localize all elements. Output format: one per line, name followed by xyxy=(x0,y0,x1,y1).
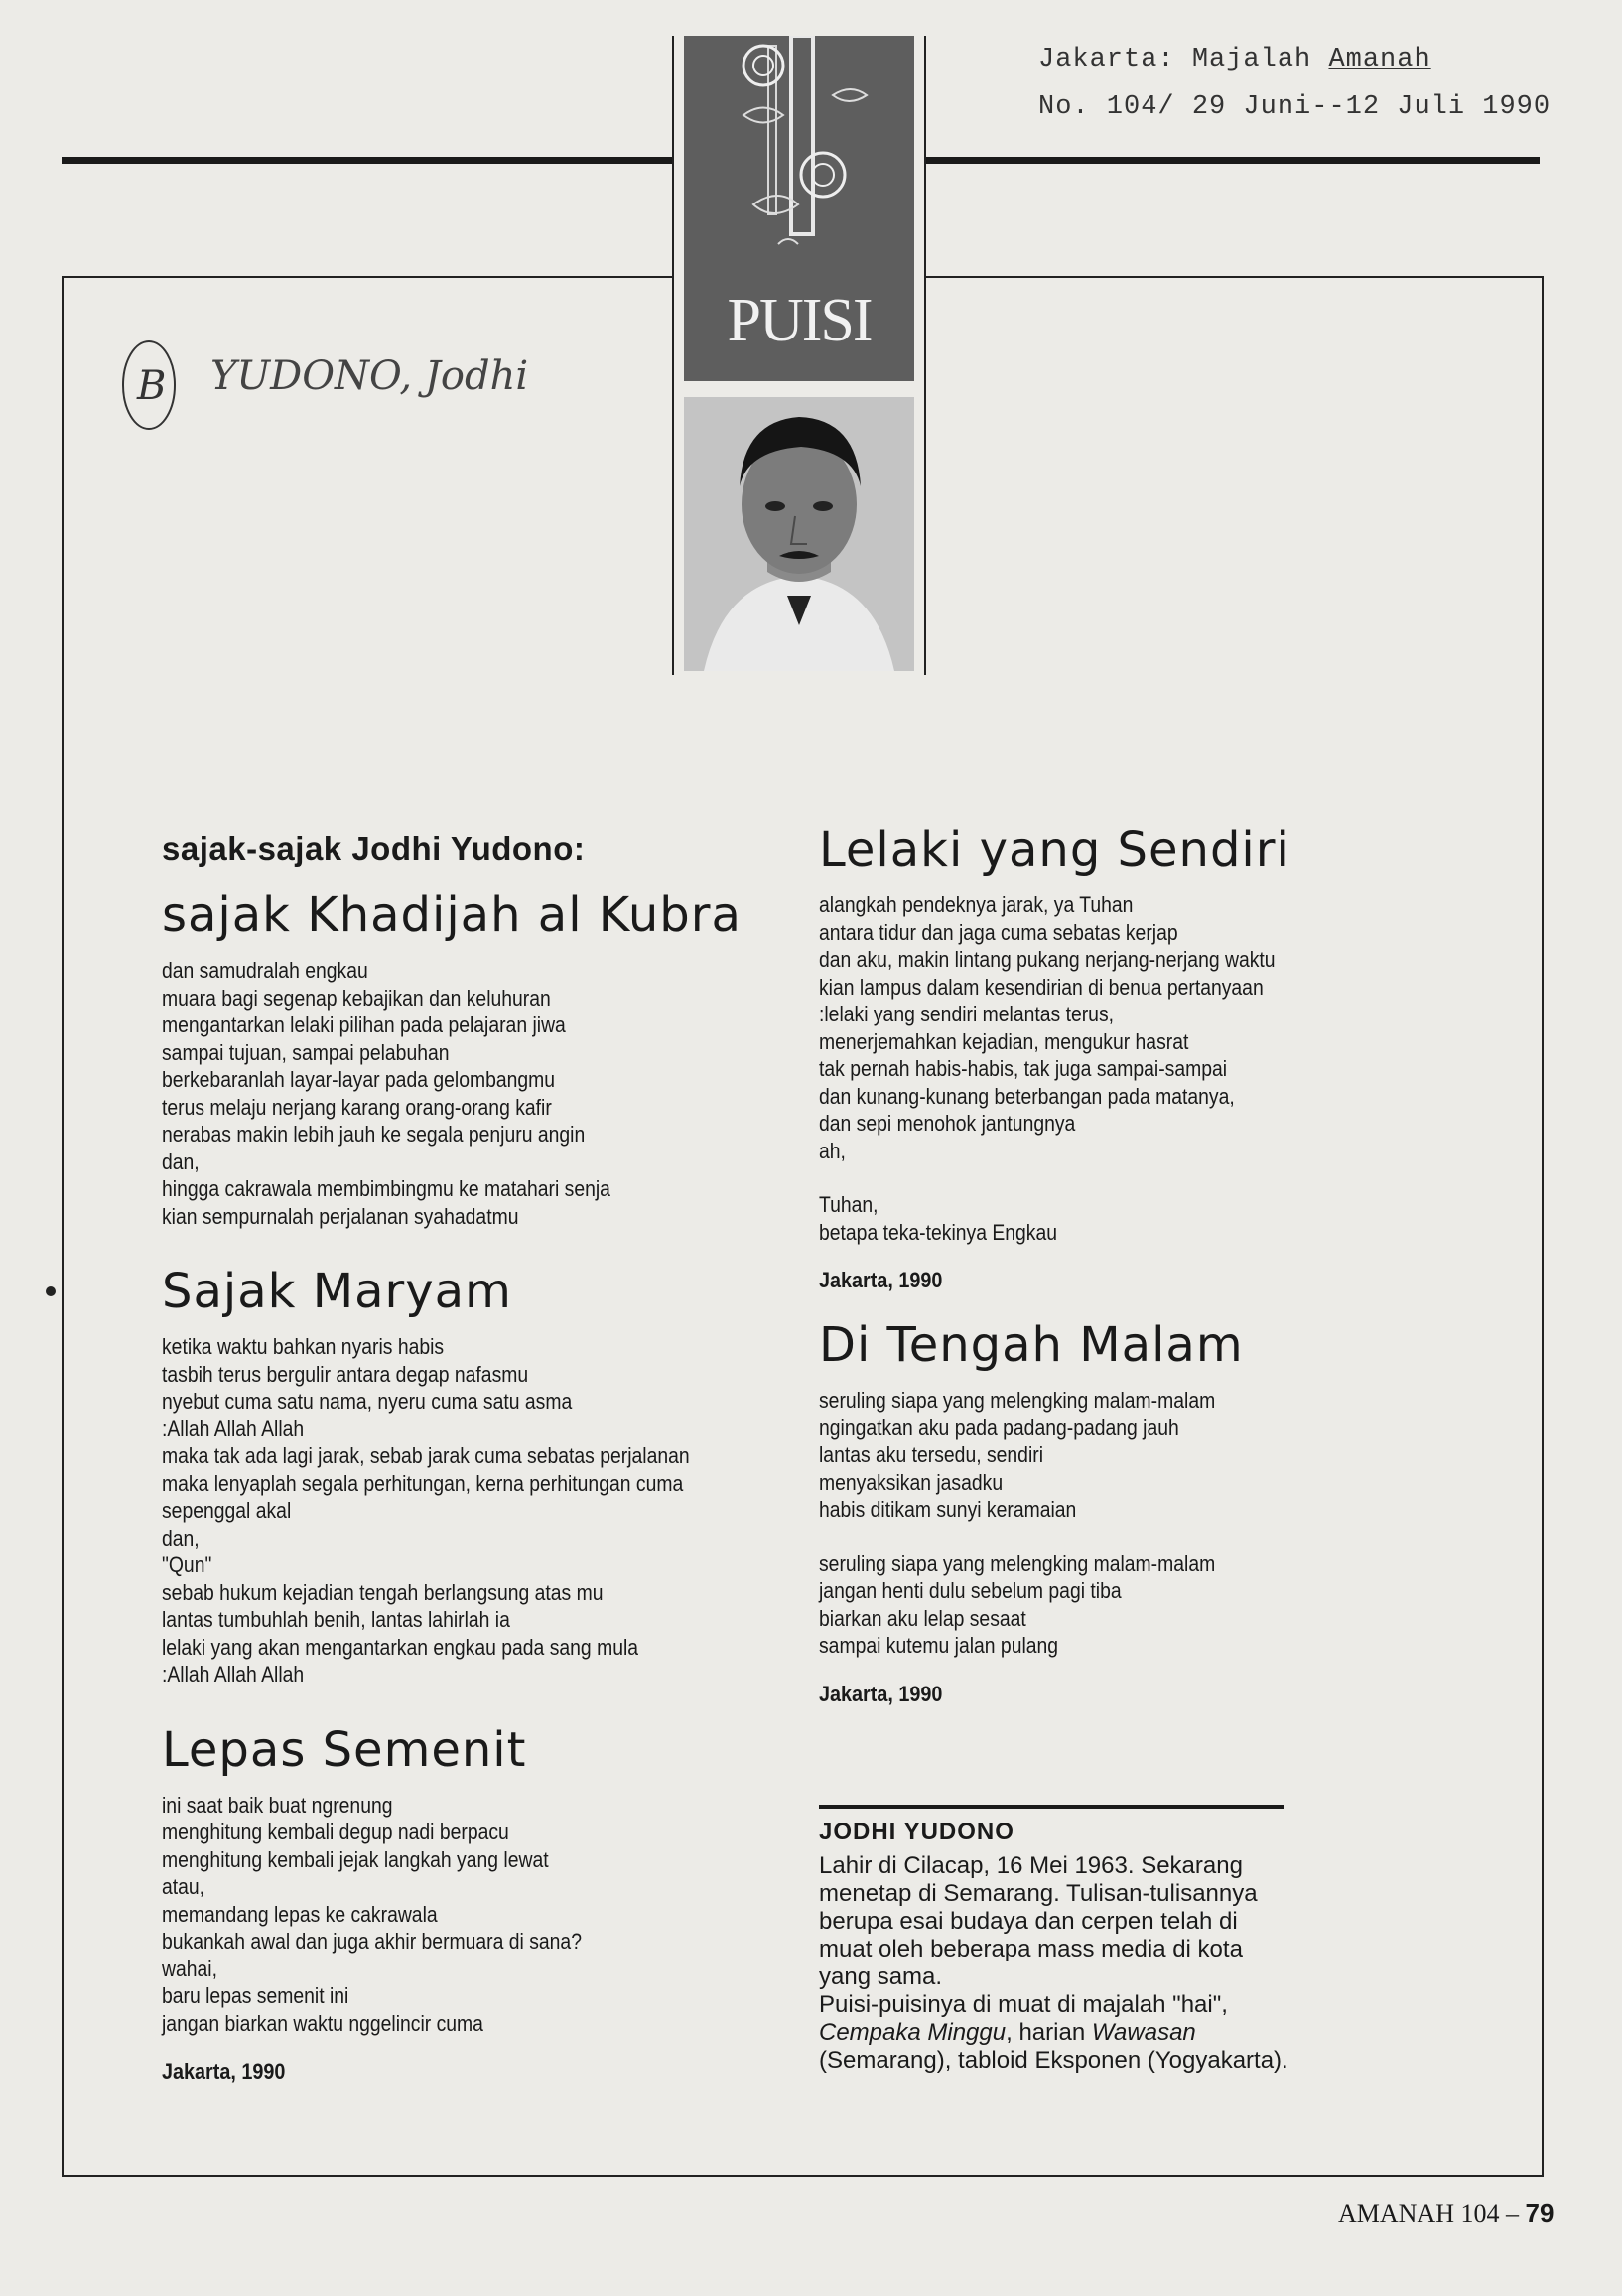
margin-mark xyxy=(46,1286,56,1296)
header-rule-left xyxy=(62,157,672,164)
bio-name: JODHI YUDONO xyxy=(819,1818,1014,1845)
bio-text: Lahir di Cilacap, 16 Mei 1963. Sekarang menetap di Semarang. Tulisan-tulisannya berupa esai budaya dan cerpen telah di muat oleh beberapa mass media di kota yang sama. Puisi-puisinya di muat di majalah "hai", Cempaka Minggu, harian Wawasan (Semarang), tabloid Eksponen (Yogyakarta). xyxy=(819,1851,1288,2074)
header-rule-right xyxy=(922,157,1540,164)
right-column xyxy=(819,822,1375,2075)
left-column xyxy=(162,830,807,2108)
poem-title: Lelaki yang Sendiri xyxy=(819,822,1290,878)
stamp-line-2: No. 104/ 29 Juni--12 Juli 1990 xyxy=(1038,92,1552,122)
note-letter: B xyxy=(137,363,167,409)
poem-body: seruling siapa yang melengking malam-malam ngingatkan aku pada padang-padang jauh lantas aku tersedu, sendiri menyaksikan jasadku habis ditikam sunyi keramaian seruling siapa yang melengking malam-malam jangan henti dulu sebelum pagi tiba biarkan aku lelap sesaat sampai kutemu jalan pulang xyxy=(819,1388,1216,1658)
footer-magazine: AMANAH 104 – xyxy=(1338,2199,1519,2228)
author-photo xyxy=(684,397,914,671)
poem-signature: Jakarta, 1990 xyxy=(819,1268,943,1292)
section-banner xyxy=(684,36,914,381)
poem-body: ketika waktu bahkan nyaris habis tasbih terus bergulir antara degap nafasmu nyebut cuma satu nama, nyeru cuma satu asma :Allah Allah Allah maka tak ada lagi jarak, sebab jarak cuma sebatas perjalanan maka lenyaplah segala perhitungan, kerna perhitungan cuma sepenggal akal dan, "Qun" sebab hukum kejadian tengah berlangsung atas mu lantas tumbuhlah benih, lantas lahirlah ia lelaki yang akan mengantarkan engkau pada sang mula :Allah Allah Allah xyxy=(162,1334,690,1687)
poem-title: Lepas Semenit xyxy=(162,1721,527,1778)
poem-body: ini saat baik buat ngrenung menghitung kembali degup nadi berpacu menghitung kembali jejak langkah yang lewat atau, memandang lepas ke cakrawala bukankah awal dan juga akhir bermuara di sana? wahai, baru lepas semenit ini jangan biarkan waktu nggelincir cuma xyxy=(162,1792,582,2036)
poem-signature: Jakarta, 1990 xyxy=(819,1681,943,1706)
poem-body: dan samudralah engkau muara bagi segenap kebajikan dan keluhuran mengantarkan lelaki pilihan pada pelajaran jiwa sampai tujuan, sampai pelabuhan berkebaranlah layar-layar pada gelombangmu terus melaju nerjang karang orang-orang kafir nerabas makin lebih jauh ke segala penjuru angin dan, hingga cakrawala membimbingmu ke matahari senja kian sempurnalah perjalanan syahadatmu xyxy=(162,958,610,1229)
bio-rule xyxy=(819,1805,1284,1809)
poem-title: Di Tengah Malam xyxy=(819,1317,1244,1373)
header-column xyxy=(672,36,926,675)
poem-title: Sajak Maryam xyxy=(162,1264,512,1319)
archive-stamp xyxy=(1038,36,1551,131)
page-footer xyxy=(1338,2198,1554,2228)
poem-signature: Jakarta, 1990 xyxy=(162,2059,286,2084)
handwritten-note-text: YUDONO, Jodhi xyxy=(210,353,529,399)
poem-title: sajak Khadijah al Kubra xyxy=(162,887,742,943)
poem-body: alangkah pendeknya jarak, ya Tuhan antara tidur dan jaga cuma sebatas kerjap dan aku, makin lintang pukang nerjang-nerjang waktu kian lampus dalam kesendirian di benua pertanyaan :lelaki yang sendiri melantas terus, menerjemahkan kejadian, mengukur hasrat tak pernah habis-habis, tak juga sampai-sampai dan kunang-kunang beterbangan pada matanya, dan sepi menohok jantungnya ah, Tuhan, betapa teka-tekinya Engkau xyxy=(819,892,1276,1245)
section-label: PUISI xyxy=(727,287,872,354)
series-title: sajak-sajak Jodhi Yudono: xyxy=(162,830,586,867)
page-number: 79 xyxy=(1525,2198,1554,2228)
stamp-line-1: Jakarta: Majalah Amanah xyxy=(1038,45,1431,74)
